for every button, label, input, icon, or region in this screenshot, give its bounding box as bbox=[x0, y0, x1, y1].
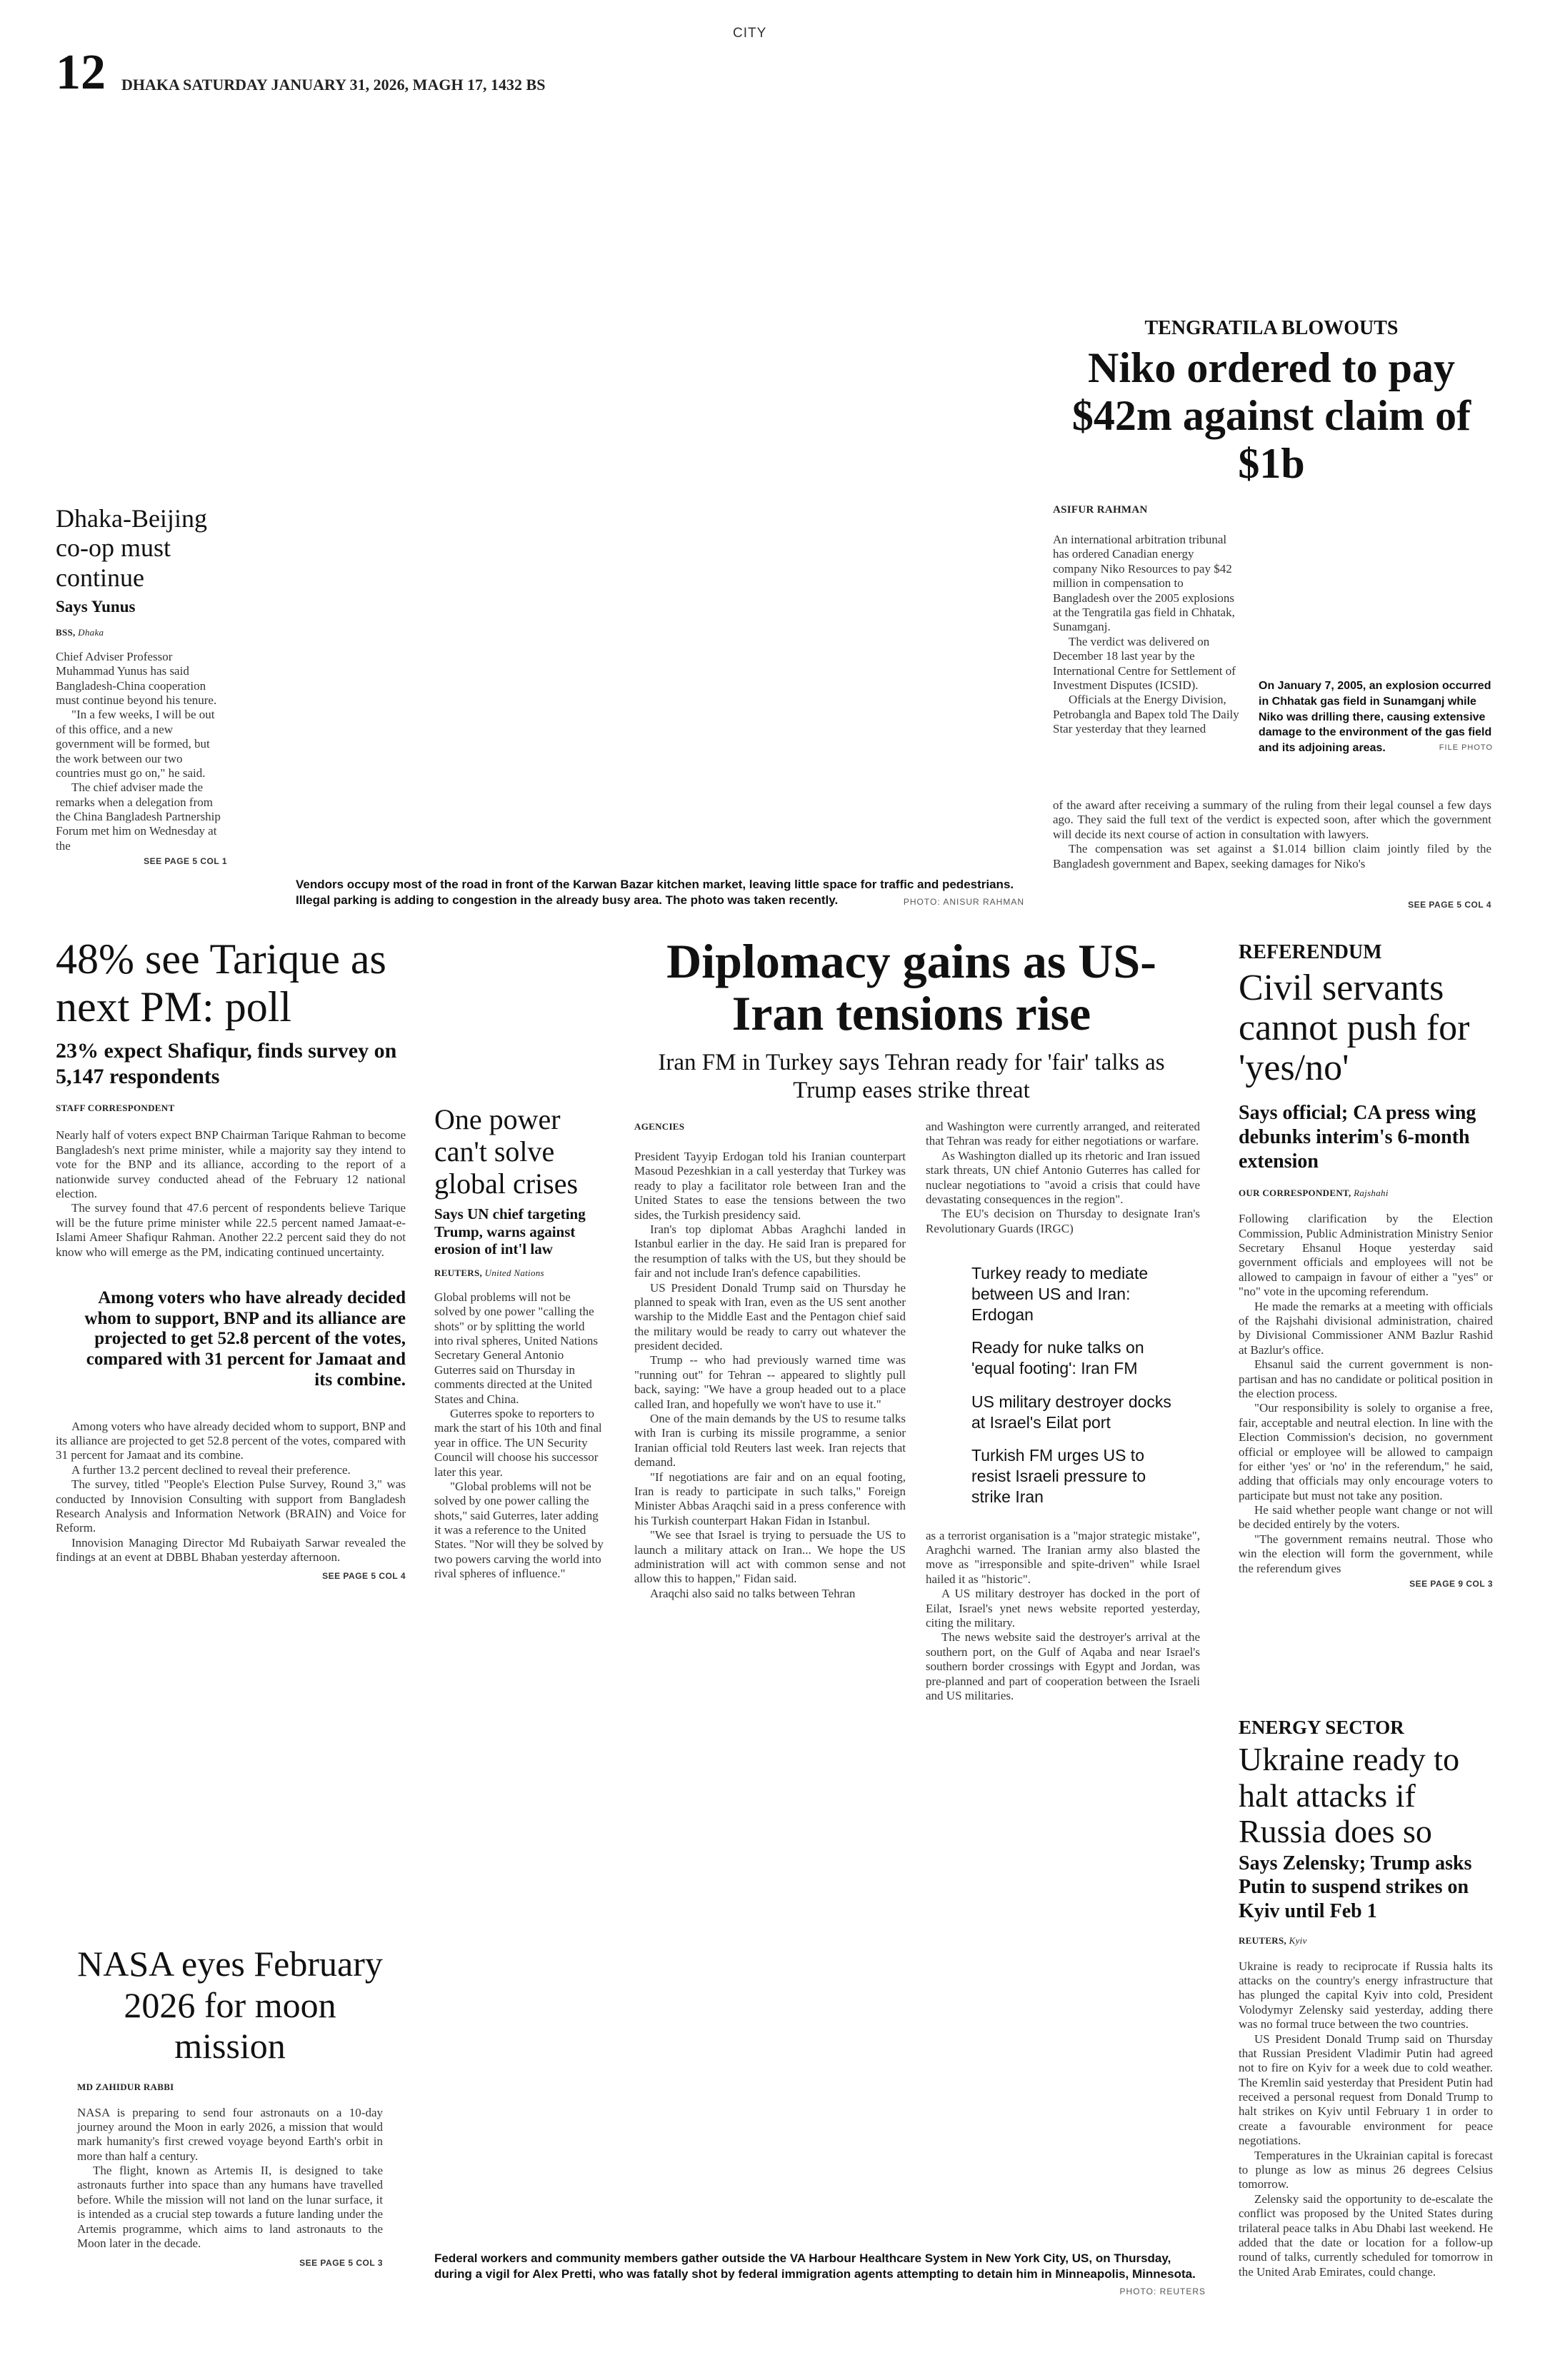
nasa-paragraph: NASA is preparing to send four astronauts on a 10-day journey around the Moon in early 2026, a mission that would mark humanity's first crewed voyage beyond Earth's orbit in more than half a century. bbox=[77, 2105, 383, 2163]
niko-body-wide bbox=[1053, 798, 1491, 871]
karwan-photo-caption: Vendors occupy most of the road in front of the Karwan Bazar kitchen market, leaving little space for traffic and pedestrians. Illegal parking is adding to congestion in the already busy area. The photo was taken recently. bbox=[296, 878, 1014, 908]
niko-paragraph: The compensation was set against a $1.014 billion claim jointly filed by the Bangladesh government and Bapex, seeking damages for Niko's bbox=[1053, 842, 1491, 870]
yunus-story bbox=[56, 504, 227, 866]
niko-paragraph: Officials at the Energy Division, Petrobangla and Bapex told The Daily Star yesterday that they learned bbox=[1053, 693, 1239, 736]
iran-paragraph: Trump -- who had previously warned time was "running out" for Tehran -- appeared to slightly pull back, saying: "We have a group headed out to a place called Iran, and hopefully we won't have to use it." bbox=[634, 1353, 906, 1411]
un-body bbox=[434, 1290, 604, 1582]
iran-byline: AGENCIES bbox=[634, 1121, 685, 1132]
ukraine-byline: REUTERS, Kyiv bbox=[1239, 1934, 1307, 1946]
karwan-photo-caption-block bbox=[296, 877, 1024, 908]
iran-paragraph: "We see that Israel is trying to persuade the US to launch a military attack on Iran... We hope the US administration will act with common sense and not allow this to happen," Fidan said. bbox=[634, 1528, 906, 1586]
iran-body-col2-top bbox=[926, 1120, 1200, 1236]
referendum-body bbox=[1239, 1212, 1493, 1576]
poll-paragraph: Innovision Managing Director Md Rubaiyath Sarwar revealed the findings at an event at DBBL Bhaban yesterday afternoon. bbox=[56, 1535, 406, 1565]
referendum-paragraph: "The government remains neutral. Those who win the election will form the government, while the referendum gives bbox=[1239, 1532, 1493, 1575]
poll-paragraph: Among voters who have already decided whom to support, BNP and its alliance are projected to get 52.8 percent of the votes, compared with 31 percent for Jamaat and its combine. bbox=[56, 1419, 406, 1462]
referendum-headline: Civil servants cannot push for 'yes/no' bbox=[1239, 968, 1470, 1089]
niko-paragraph: of the award after receiving a summary of the ruling from their legal counsel a few days ago. They said the full text of the verdict is expected soon, after which the government will decide its next course of action in consultation with lawyers. bbox=[1053, 798, 1491, 841]
poll-paragraph: The survey found that 47.6 percent of respondents believe Tarique will be the future prime minister while 22.5 percent named Jamaat-e-Islami Ameer Shafiqur Rahman. Another 22.2 percent said they do not know who will emerge as the PM, indicating continued uncertainty. bbox=[56, 1201, 406, 1259]
yunus-headline: Dhaka-Beijing co-op must continue bbox=[56, 504, 207, 592]
nasa-body bbox=[77, 2106, 383, 2251]
niko-photo-caption-block bbox=[1259, 678, 1493, 756]
ukraine-paragraph: US President Donald Trump said on Thursday that Russian President Vladimir Putin had agreed not to fire on Kyiv for a week due to cold weather. The Kremlin said yesterday that President Putin had received a personal request from Donald Trump to halt strikes on Kyiv until February 1 in order to create a favourable environment for peace negotiations. bbox=[1239, 2032, 1493, 2148]
niko-jump: SEE PAGE 5 COL 4 bbox=[1408, 900, 1491, 910]
iran-paragraph: The news website said the destroyer's arrival at the southern port, on the Gulf of Aqaba and near Israel's southern border crossings with Egypt and Jordan, was pre-planned and part of cooperation between the Israeli and US militaries. bbox=[926, 1630, 1200, 1702]
va-photo-credit: PHOTO: REUTERS bbox=[1119, 2286, 1206, 2297]
niko-headline: Niko ordered to pay $42m against claim of $1b bbox=[1071, 344, 1471, 488]
karwan-photo-credit: PHOTO: ANISUR RAHMAN bbox=[903, 897, 1024, 908]
referendum-paragraph: "Our responsibility is solely to organise a free, fair, acceptable and neutral election. In line with the Election Commission's decision, no government official or employee will be allowed to campaign for either 'yes' or 'no' in the referendum," he said, adding that officials may only encourage voters to participate but must not take any position. bbox=[1239, 1401, 1493, 1502]
iran-col2 bbox=[926, 1120, 1200, 1703]
iran-brief: US military destroyer docks at Israel's Eilat port bbox=[971, 1392, 1171, 1432]
un-paragraph: Guterres spoke to reporters to mark the start of his 10th and final year in office. The UN Security Council will choose his successor later this year. bbox=[434, 1406, 602, 1479]
un-byline: REUTERS, United Nations bbox=[434, 1267, 544, 1278]
poll-headline: 48% see Tarique as next PM: poll bbox=[56, 935, 386, 1031]
dateline: DHAKA SATURDAY JANUARY 31, 2026, MAGH 17, 1432 BS bbox=[121, 76, 546, 94]
va-photo-caption: Federal workers and community members gather outside the VA Harbour Healthcare System in New York City, US, on Thursday, during a vigil for Alex Pretti, who was fatally shot by federal immigration agents attempting to detain him in Minneapolis, Minnesota. bbox=[434, 2251, 1196, 2281]
niko-paragraph: The verdict was delivered on December 18 last year by the International Centre for Settlement of Investment Disputes (ICSID). bbox=[1053, 634, 1236, 692]
iran-headline: Diplomacy gains as US-Iran tensions rise bbox=[666, 934, 1156, 1041]
niko-photo bbox=[1259, 533, 1493, 678]
ukraine-paragraph: Zelensky said the opportunity to de-escalate the conflict was proposed by the United States during trilateral peace talks in Abu Dhabi last weekend. He added that the date or location for a follow-up round of talks, currently scheduled for tomorrow in the United Arab Emirates, could change. bbox=[1239, 2191, 1493, 2279]
iran-paragraph: as a terrorist organisation is a "major strategic mistake", Araghchi warned. The Iranian army also blasted the move as "irresponsible and spite-driven" while Israel hailed it as "historic". bbox=[926, 1528, 1200, 1586]
niko-kicker: TENGRATILA BLOWOUTS bbox=[1144, 317, 1399, 339]
niko-photo-credit: FILE PHOTO bbox=[1439, 743, 1493, 753]
nasa-paragraph: The flight, known as Artemis II, is designed to take astronauts further into space than any humans have travelled before. While the mission will not land on the lunar surface, it is intended as a crucial step towards a future landing under the Artemis programme, which aims to land astronauts to the Moon later in the decade. bbox=[77, 2164, 383, 2251]
ukraine-story bbox=[1239, 1717, 1493, 2279]
nasa-byline: MD ZAHIDUR RABBI bbox=[77, 2081, 174, 2092]
poll-paragraph: The survey, titled "People's Election Pulse Survey, Round 3," was conducted by Innovision Consulting with support from Bangladesh Research Analysis and Information Network (BRAIN) and Voice for Reform. bbox=[56, 1477, 406, 1535]
niko-paragraph: An international arbitration tribunal has ordered Canadian energy company Niko Resources to pay $42 million in compensation to Bangladesh over the 2005 explosions at the Tengratila gas field in Chhatak, Sunamganj. bbox=[1053, 533, 1235, 634]
yunus-paragraph: Chief Adviser Professor Muhammad Yunus has said Bangladesh-China cooperation must continue beyond his tenure. bbox=[56, 649, 217, 707]
referendum-paragraph: Ehsanul said the current government is non-partisan and has no candidate or political position in the election process. bbox=[1239, 1357, 1493, 1400]
niko-photo-caption: On January 7, 2005, an explosion occurred in Chhatak gas field in Sunamganj while Niko was drilling there, causing extensive damage to the environment of the gas field and its adjoining areas. bbox=[1259, 680, 1492, 755]
iran-paragraph: The EU's decision on Thursday to designate Iran's Revolutionary Guards (IRGC) bbox=[926, 1207, 1200, 1235]
poll-body-top bbox=[56, 1128, 406, 1260]
iran-paragraph: Iran's top diplomat Abbas Araghchi landed in Istanbul earlier in the day. He said Iran is prepared for the resumption of talks with the US, but they should be fair and not include Iran's defence capabilities. bbox=[634, 1222, 906, 1280]
iran-deck: Iran FM in Turkey says Tehran ready for 'fair' talks as Trump eases strike threat bbox=[658, 1049, 1165, 1104]
iran-body-col2-bottom bbox=[926, 1529, 1200, 1704]
poll-body-bottom bbox=[56, 1420, 406, 1565]
poll-jump: SEE PAGE 5 COL 4 bbox=[322, 1570, 406, 1581]
poll-story bbox=[56, 935, 406, 1581]
referendum-jump: SEE PAGE 9 COL 3 bbox=[1409, 1579, 1493, 1590]
poll-pullquote: Among voters who have already decided whom to support, BNP and its alliance are projected to get 52.8 percent of the votes, compared with 31 percent for Jamaat and its combine. bbox=[84, 1287, 406, 1390]
yunus-paragraph: "In a few weeks, I will be out of this office, and a new government will be formed, but the work between our two countries must go on," he said. bbox=[56, 708, 215, 780]
section-label: CITY bbox=[733, 26, 767, 41]
nasa-headline: NASA eyes February 2026 for moon mission bbox=[77, 1944, 383, 2066]
iran-brief: Turkey ready to mediate between US and Iran: Erdogan bbox=[971, 1264, 1149, 1324]
ukraine-deck: Says Zelensky; Trump asks Putin to suspend strikes on Kyiv until Feb 1 bbox=[1239, 1852, 1472, 1922]
niko-byline: ASIFUR RAHMAN bbox=[1053, 504, 1148, 516]
un-paragraph: Global problems will not be solved by one power "calling the shots" or by splitting the world into rival spheres, United Nations Secretary General Antonio Guterres said on Thursday in comments directed at the United States and China. bbox=[434, 1290, 598, 1406]
ukraine-kicker: ENERGY SECTOR bbox=[1239, 1717, 1404, 1738]
iran-paragraph: President Tayyip Erdogan told his Iranian counterpart Masoud Pezeshkian in a call yesterday that Turkey was ready to play a facilitator role between Iran and the United States to ease the tensions between the two sides, the Turkish presidency said. bbox=[634, 1150, 906, 1222]
nasa-story bbox=[77, 1944, 383, 2268]
yunus-jump: SEE PAGE 5 COL 1 bbox=[144, 856, 227, 867]
iran-story-head bbox=[626, 935, 1197, 1105]
iran-paragraph: "If negotiations are fair and on an equal footing, Iran is ready to participate in such talks," Foreign Minister Abbas Araqchi said in a press conference with his Turkish counterpart Hakan Fidan in Istanbul. bbox=[634, 1470, 906, 1527]
iran-paragraph: As Washington dialled up its rhetoric and Iran issued stark threats, UN chief Antonio Guterres has called for nuclear negotiations to "avoid a crisis that could have devastating consequences in the region". bbox=[926, 1148, 1200, 1206]
un-paragraph: "Global problems will not be solved by one power calling the shots," said Guterres, later adding it was a reference to the United States. "Nor will they be solved by two powers carving the world into rival spheres of influence." bbox=[434, 1479, 604, 1581]
iran-paragraph: US President Donald Trump said on Thursday he planned to speak with Iran, even as the US sent another warship to the Middle East and the Pentagon chief said the military would be ready to carry out whatever the president decided. bbox=[634, 1280, 906, 1353]
poll-paragraph: Nearly half of voters expect BNP Chairman Tarique Rahman to become Bangladesh's next prime minister, while a majority say they intend to vote for the BNP and its alliance, according to the report of a nationwide survey conducted ahead of the February 12 national election. bbox=[56, 1128, 406, 1200]
un-story bbox=[434, 1104, 604, 1582]
iran-paragraph: Araqchi also said no talks between Tehran bbox=[650, 1586, 856, 1600]
iran-briefs bbox=[971, 1263, 1186, 1507]
poll-deck: 23% expect Shafiqur, finds survey on 5,147 respondents bbox=[56, 1039, 397, 1089]
ukraine-paragraph: Temperatures in the Ukrainian capital is forecast to plunge as low as minus 26 degrees Celsius tomorrow. bbox=[1239, 2148, 1493, 2191]
iran-col1 bbox=[634, 1121, 906, 1601]
poll-paragraph: A further 13.2 percent declined to reveal their preference. bbox=[71, 1462, 351, 1477]
ukraine-body bbox=[1239, 1959, 1493, 2280]
iran-brief: Turkish FM urges US to resist Israeli pressure to strike Iran bbox=[971, 1446, 1146, 1506]
ukraine-headline: Ukraine ready to halt attacks if Russia does so bbox=[1239, 1741, 1460, 1850]
ukraine-paragraph: Ukraine is ready to reciprocate if Russia halts its attacks on the country's energy infrastructure that has plunged the capital Kyiv into cold, President Volodymyr Zelensky said yesterday, adding there was no formal truce between the two countries. bbox=[1239, 1959, 1493, 2032]
iran-paragraph: A US military destroyer has docked in the port of Eilat, Israel's ynet news website reported yesterday, citing the military. bbox=[926, 1587, 1200, 1630]
iran-body-col1 bbox=[634, 1150, 906, 1601]
referendum-story bbox=[1239, 941, 1493, 1589]
niko-story bbox=[1050, 317, 1493, 488]
page-number: 12 bbox=[56, 45, 106, 100]
karwan-bazar-photo bbox=[293, 100, 1021, 871]
niko-body-narrow bbox=[1053, 533, 1240, 736]
yunus-deck: Says Yunus bbox=[56, 598, 136, 616]
poll-byline: STAFF CORRESPONDENT bbox=[56, 1103, 175, 1114]
referendum-kicker: REFERENDUM bbox=[1239, 941, 1382, 963]
nasa-jump: SEE PAGE 5 COL 3 bbox=[299, 2258, 383, 2269]
iran-paragraph: and Washington were currently arranged, and reiterated that Tehran was ready for either negotiations or warfare. bbox=[926, 1120, 1200, 1148]
referendum-deck: Says official; CA press wing debunks interim's 6-month extension bbox=[1239, 1102, 1476, 1173]
yunus-paragraph: The chief adviser made the remarks when a delegation from the China Bangladesh Partnership Forum met him on Wednesday at the bbox=[56, 780, 221, 853]
referendum-byline: OUR CORRESPONDENT, Rajshahi bbox=[1239, 1188, 1389, 1199]
iran-brief: Ready for nuke talks on 'equal footing': Iran FM bbox=[971, 1338, 1144, 1378]
va-photo-caption-block bbox=[434, 2251, 1206, 2296]
yunus-byline: BSS, Dhaka bbox=[56, 626, 104, 638]
un-deck: Says UN chief targeting Trump, warns against erosion of int'l law bbox=[434, 1205, 586, 1257]
yunus-body bbox=[56, 650, 227, 853]
va-vigil-photo bbox=[431, 1717, 1210, 2245]
referendum-paragraph: He said whether people want change or not will be decided entirely by the voters. bbox=[1239, 1503, 1493, 1532]
referendum-paragraph: Following clarification by the Election Commission, Public Administration Ministry Senior Secretary Ehsanul Hoque yesterday said government officials and employees will not be allowed to campaign in favour of either a "yes" or "no" vote in the upcoming referendum. bbox=[1239, 1212, 1493, 1299]
referendum-paragraph: He made the remarks at a meeting with officials of the Rajshahi divisional administration, chaired by Divisional Commissioner ANM Bazlur Rashid at Bazlur's office. bbox=[1239, 1299, 1493, 1357]
un-headline: One power can't solve global crises bbox=[434, 1103, 579, 1200]
iran-paragraph: One of the main demands by the US to resume talks with Iran is curbing its missile programme, a senior Iranian official told Reuters last week. Iran rejects that demand. bbox=[634, 1412, 906, 1470]
